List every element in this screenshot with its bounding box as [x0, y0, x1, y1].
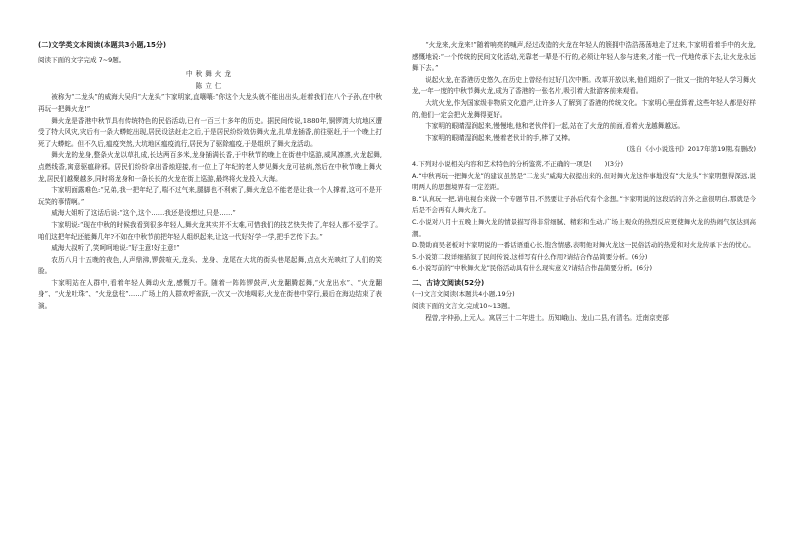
classical-text: 程曾,字仲孙,上元人。寓居三十二年进士。历知峨山、龙山二县,有清名。迁南京吏部 — [425, 313, 669, 322]
reading-instruction: 阅读下面的文字完成 7~9题。 — [38, 55, 126, 64]
story-paragraph: 卞家明站在人群中,看着年轻人舞动火龙,感慨万千。随着一阵阵锣鼓声,火龙翻腾起舞,“火龙出水”、“火龙翻身”、“火龙吐珠”、“火龙盘柱”……广场上的人群欢呼雀跃,一次又一次地喝彩,火龙在街巷中穿行,最后在海边结束了表演。 — [38, 278, 382, 311]
story-paragraph: 大坑火龙,作为国家级非物质文化遗产,让许多人了解到了香港的传统文化。卞家明心里盘算着,这些年轻人都是好样的,他们一定会把火龙舞得更好。 — [412, 98, 756, 119]
option-a: A.“中秋再玩一把舞火龙”的建议虽然是“二龙头”威海大叔提出来的,但对舞火龙这件事地没有“大龙头”卞家明想得深远,说明两人的思想境界有一定差距。 — [412, 171, 756, 192]
right-column — [412, 40, 756, 324]
story-paragraph: 威海大姐听了这话后说:“这个,这个……我还是没想过,只是……” — [51, 209, 236, 218]
question-4: 4.下列对小说相关内容和艺术特色的分析鉴赏,不正确的一项是( )(3分) — [412, 159, 624, 168]
story-paragraph: 舞火龙是香港中秋节具有传统特色的民俗活动,已有一百三十多年的历史。据民间传说,1880年,铜锣湾大坑地区遭受了特大风灾,灾后有一条大蟒蛇出现,居民设法赶走之后,于是居民纷纷效仿舞火龙,扎草龙插香,前往驱赶,于一个晚上打死了大蟒蛇。但不久后,瘟疫突然,大坑地区瘟疫流行,居民为了驱除瘟疫,于是组织了舞火龙活动。 — [38, 116, 382, 148]
left-column — [38, 40, 382, 313]
option-b: B.“认真玩一把,请电视台来做一个专题节目,不然要让子孙后代有个念想。”卞家明说的这段话的言外之意很明白,那就是今后是不会再有人舞火龙了。 — [412, 194, 756, 215]
section-2-instruction: 阅读下面的文言文,完成10~13题。 — [412, 302, 515, 311]
story-title: 中秋舞火龙 — [186, 70, 234, 79]
story-paragraph: 被称为“二龙头”的威海大吴归“大龙头”卞家明家,直嚷嚷:“你这个大龙头就不能出出头,赶着我们在八个子孙,在中秋再玩一把舞火龙!” — [38, 93, 382, 113]
story-paragraph: 卞家明的眼睛湿润起来,慢着老伙计的手,棒了又棒。 — [425, 133, 575, 142]
section-2-subheading: (一)文言文阅读(本题共4小题,19分) — [412, 290, 515, 299]
story-paragraph: 卞家明说:“现在中秋的时候我看到很多年轻人,舞火龙其实并不太难,可惜我们的技艺快失传了,年轻人都不爱学了。咱们这把年纪还能舞几年?不如在中秋节前把年轻人组织起来,让这一代好好学一学,把手艺传下去。” — [38, 220, 382, 241]
story-paragraph: 农历八月十五晚的夜色,人声鼎沸,锣鼓喧天,龙头、龙身、龙尾在大坑的街头巷尾起舞,点点火光映红了人们的笑脸。 — [38, 255, 382, 276]
story-paragraph: 威海大叔听了,笑呵呵地说:“好主意!好主意!” — [51, 244, 180, 253]
story-source: (选自《小小说选刊》2017年第19期,有删改) — [626, 145, 756, 154]
option-c: C.小说对八月十五晚上舞火龙的情景描写得非常细腻、精彩和生动,广场上观众的热烈反应更使舞火龙的热闹气氛达到高潮。 — [412, 217, 756, 238]
section-2-heading: 二、古诗文阅读(52分) — [412, 278, 485, 287]
question-5: 5.小说第二段详细描叙了民间传说,这样写有什么作用?请结合作品简要分析。(6分) — [412, 252, 648, 261]
question-6: 6.小说写前的“中秋舞火龙”民俗活动具有什么现实意义?请结合作品简要分析。(6分) — [412, 264, 653, 273]
story-paragraph: 舞火龙的龙身,整条火龙以草扎成,长达两百多米,龙身插满长香,于中秋节的晚上在街巷中巡游,威风凛凛,火龙起舞,点燃线香,寓意驱瘟辟邪。居民们纷纷拿出香烛迎接,有一位上了年纪的老人梦见舞火龙可祛病,然后在中秋节晚上舞火龙,居民们越聚越多,同时将龙身和一条长长的火龙在街上巡游,最终将火龙投入大海。 — [38, 151, 382, 183]
section-heading: (二)文学类文本阅读(本题共3小题,15分) — [38, 41, 167, 49]
story-paragraph: 说起火龙,在香港历史悠久,在历史上曾经有过好几次中断。改革开放以来,他们组织了一批又一批的年轻人学习舞火龙,一年一度的中秋节舞火龙,成为了香港的一张名片,吸引着大批游客前来观看。 — [412, 75, 756, 96]
story-paragraph: 卞家明面露难色:“兄弟,我一把年纪了,喘不过气来,腿脚也不利索了,舞火龙总不能老是让我一个人撑着,这可不是开玩笑的事情啊。” — [38, 186, 382, 206]
story-author: 陈立仁 — [195, 81, 225, 90]
story-paragraph: “火龙来,火龙来!”随着响亮的喊声,经过改造的火龙在年轻人的簇拥中浩浩荡荡地走了过来,卞家明看着手中的火龙,感慨地说:“一个传统的民间文化活动,光靠老一辈是不行的,必须让年轻人参与进来,才能一代一代地传承下去,让火龙永远舞下去。” — [412, 41, 756, 73]
story-paragraph: 卞家明的眼睛湿润起来,慢慢地,他和老伙伴们一起,站在了火龙的前面,看着火龙越舞越远。 — [425, 122, 685, 131]
option-d: D.赞助商吴老板对卞家明说的一番话语重心长,饱含情感,表明他对舞火龙这一民俗活动的热爱和对火龙传承下去的忧心。 — [412, 241, 755, 250]
